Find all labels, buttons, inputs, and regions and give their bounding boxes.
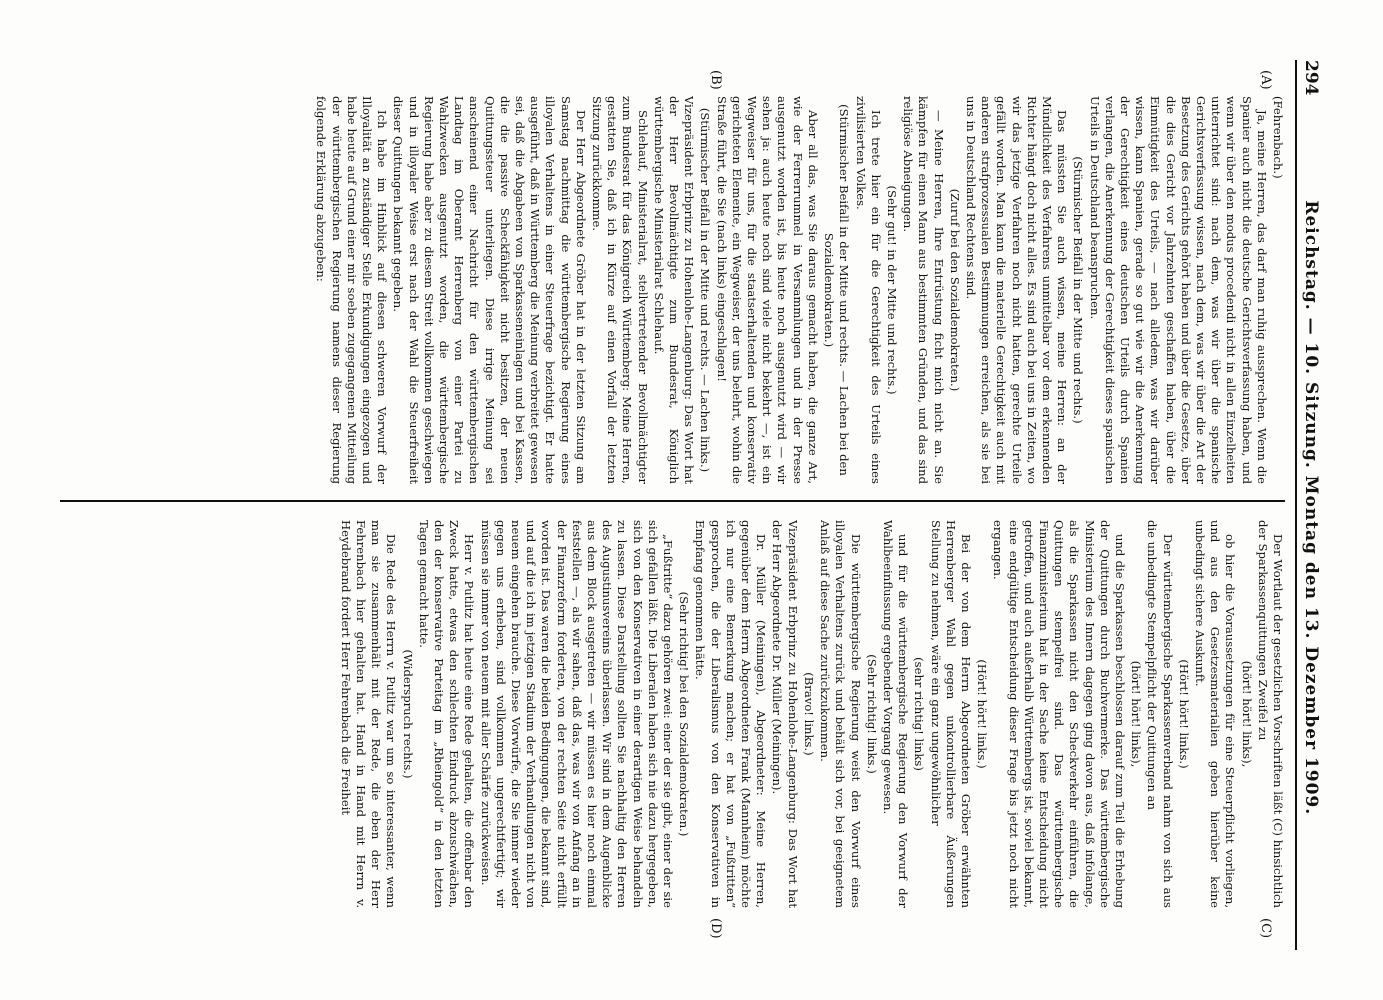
paragraph: Die Rede des Herrn v. Putlitz war um so interessanter, wenn man sie zusammenhält mit der Rede, die eben der Herr Fehrenbach hier gehalten hat. Hand in Hand mit Herrn v. Heydebrand fordert Herr Fehrenbach die Freiheit: [338, 520, 399, 908]
paragraph: (Fehrenbach.): [1271, 96, 1285, 179]
page-header: [1295, 60, 1325, 950]
paragraph: (Hört! hört! links.): [975, 659, 990, 769]
paragraph: „Fußtritte“ dazu gehören zwei: einer der sie gibt, einer der sie sich gefallen läßt. Die Liberalen haben sich nie dazu hergegeben, sich von den Konservativen in einer derartigen Weise behandeln zu lassen. Diese Darstellung sollten Sie nachhaltig den Herren des Augustinusvereins überlassen. Wir sind in dem Augenblicke aus dem Block ausgetreten — wir müssen es hier noch einmal feststellen —, als wir sahen, daß das, was wir von Anfang an in der Finanzreform forderten, von der rechten Seite nicht erfüllt worden ist. Das waren die beiden Bedingungen, die bekannt sind, und auf die ich im jetzigen Stadium der Verhandlungen nicht von neuem eingehen brauche. Diese Vorwürfe, die Sie immer wieder gegen uns erheben, sind vollkommen ungerechtfertigt; wir müssen sie immer von neuem mit aller Schärfe zurückweisen.: [478, 520, 676, 908]
paragraph: Ich habe im Hinblick auf diesen schweren Vorwurf der Illoyalität an zuständiger Stelle Erkundigungen eingezogen und habe heute auf Grund einer mir soeben zugegangenen Mitteilung der württembergischen Regierung namens dieser Regierung folgende Erklärung abzugeben:: [314, 96, 390, 484]
paragraph: und die Sparkassen beschlossen darauf zum Teil die Erhebung der Quittungen durch Buchvermerke. Das württembergische Ministerium des Innern dagegen ging davon aus, daß infolange, als die Sparkassen nicht den Scheckverkehr einführen, die Quittungen stempelfrei sind. Das württembergische Finanzministerium hat in der Sache keine Entscheidung nicht getroffen, und auch außerhalb Württembergs ist, soviel bekannt, eine endgültige Entscheidung dieser Frage bis jetzt noch nicht ergangen.: [991, 520, 1127, 908]
paragraph: (Stürmischer Beifall in der Mitte und rechts.): [1071, 156, 1086, 424]
paragraph: (hört! hört! links),: [1129, 660, 1144, 768]
paragraph: Herr v. Putlitz hat heute eine Rede gehalten, die offenbar den Zweck hatte, etwas den schlechten Eindruck abzuschwächen, den der konservative Parteitag im „Rheingold“ in den letzten Tagen gemacht hatte.: [416, 520, 477, 908]
left-text-column: [60, 96, 1285, 484]
paragraph: Vizepräsident Erbprinz zu Hohenlohe-Langenburg: Das Wort hat der Herr Abgeordnete Dr. Müller (Meiningen).: [770, 520, 800, 908]
margin-marker-a: (A): [1258, 70, 1273, 90]
paragraph: (Hört! hört! links.): [1176, 659, 1191, 769]
paragraph: (Stürmischer Beifall in der Mitte und rechts. — Lachen bei den Sozialdemokraten.): [822, 104, 852, 476]
paragraph: (hört! hört! links),: [1239, 660, 1254, 768]
margin-marker-d: (D): [708, 918, 723, 939]
paragraph: Ja, meine Herren, das darf man ruhig aussprechen. Wenn die Spanier auch nicht die deutsche Gerichtsverfassung haben, und wenn wir über den modus procedendi nicht in allen Einzelheiten unterrichtet sind: nach dem, was wir über die spanische Gerichtsverfassung wissen, nach dem, was wir über die Art der Besetzung des Gerichts gehört haben und über die Gesetze, über die dies Gericht vor Jahrzehnten geschaffen haben, über die Einmütigkeit des Urteils, — nach alledem, was wir darüber wissen, kann Spanien, gerade so gut wie wir die Anerkennung der Gerechtigkeit eines deutschen Urteils durch Spanien verlangen, die Anerkennung der Gerechtigkeit dieses spanischen Urteils in Deutschland beanspruchen.: [1087, 96, 1269, 484]
paragraph: und für die württembergische Regierung den Vorwurf der Wahlbeeinflussung ergebender Vorgang gewesen.: [880, 520, 911, 908]
paragraph: Aber all das, was Sie daraus gemacht haben, die ganze Art, wie der Ferrerrummel in Versammlungen und in der Presse ausgenutzt worden ist, bis heute noch ausgenutzt wird — wir sehen ja: auch heute noch sind viele nicht bekehrt —, ist ein Wegweiser für uns, für die staatserhaltenden und konservativ gerichteten Elemente, ein Wegweiser, der uns belehrt, wohin die Straße führt, die Sie (nach links) eingeschlagen!: [714, 96, 820, 484]
margin-marker-b: (B): [708, 70, 723, 90]
paragraph: Der Herr Abgeordnete Gröber hat in der letzten Sitzung am Samstag nachmittag die württembergische Regierung eines illoyalen Verhaltens in einer Steuerfrage bezichtigt. Er hatte ausgeführt, daß in Württemberg die Meinung verbreitet gewesen sei, daß die Abgabeen von Sparkasseneinlagen und bei Kassen, die die passive Scheckfähigkeit nicht besitzen, der neuen Quittungssteuer unterliegen. Diese irrige Meinung sei anscheinend einer Nachricht für den württembergischen Landtag im Oberamt Herrenberg von einer Partei zu Wahlzwecken ausgenutzt worden, die württembergische Regierung habe aber zu diesem Streit vollkommen geschwiegen und in illoyaler Weise erst nach der Wahl die Steuerfreiheit dieser Quittungen bekannt gegeben.: [391, 96, 588, 484]
paragraph: ob hier die Voraussetzungen für eine Steuerpflicht vorliegen, und aus den Gesetzesmaterialien geben hierüber keine unbedingt sichere Auskunft.: [1192, 520, 1238, 908]
paragraph: Die württembergische Regierung weist den Vorwurf eines illoyalen Verhaltens zurück und behält sich vor, bei geeignetem Anlaß auf diese Sache zurückzukommen.: [818, 520, 863, 908]
paragraph: Dr. Müller (Meiningen), Abgeordneter: Meine Herren, gegenüber dem Herrn Abgeordneten Frank (Mannheim) möchte ich nur eine Bemerkung machen; er hat von „Fußtritten“ gesprochen, die der Liberalismus von den Konservativen in Empfang genommen hätte.: [693, 520, 769, 908]
paragraph: Vizepräsident Erbprinz zu Hohenlohe-Langenburg: Das Wort hat der Herr Bevollmächtigte zum Bundesrat, Königlich württembergische Ministerialrat Schlehauf.: [651, 96, 697, 484]
paragraph: Der württembergische Sparkassenverband nahm von sich aus die unbedingte Stempelpflicht der Quittungen an: [1145, 520, 1175, 908]
paragraph: Ich trete hier ein für die Gerechtigkeit des Urteils eines zivilisierten Volkes.: [853, 96, 883, 484]
paragraph: (Sehr richtig! bei den Sozialdemokraten.): [677, 591, 692, 837]
paragraph: (sehr richtig! links): [912, 657, 927, 771]
paragraph: (Sehr richtig! links.): [864, 654, 879, 774]
paragraph: (Stürmischer Beifall in der Mitte und rechts. — Lachen links.): [698, 107, 713, 473]
page-title: Reichstag. — 10. Sitzung. Montag den 13. Dezember 1909.: [1301, 200, 1321, 816]
paragraph: (Sehr gut! in der Mitte und rechts.): [884, 185, 899, 395]
page-number: 294: [1301, 60, 1321, 96]
paragraph: Schlehauf, Ministerialrat, stellvertretender Bevollmächtigter zum Bundesrat für das Königreich Württemberg: Meine Herren, gestatten Sie, daß ich in Kürze auf einen Vorfall der letzten Sitzung zurückkomme.: [590, 96, 650, 484]
column-divider: [60, 500, 1285, 502]
margin-marker-c: (C): [1258, 918, 1273, 939]
right-text-column: [60, 520, 1285, 908]
paragraph: (Zuruf bei den Sozialdemokraten.): [947, 188, 962, 392]
paragraph: Der Wortlaut der gesetzlichen Vorschriften läßt (C) hinsichtlich der Sparkassenquittungen Zweifel zu: [1255, 520, 1285, 908]
paragraph: (Bravo! links.): [801, 672, 816, 756]
paragraph: Das müssten Sie auch wissen, meine Herren: an der Mündlichkeit des Verfahrens unmittelbar vor dem erkennenden Richter hängt doch nicht alles. Es sind auch bei uns in Zeiten, wo wir das jetzige Verfahren noch nicht hatten, gerechte Urteile gefällt worden. Man kann die materielle Gerechtigkeit auch mit anderen strafprozessualen Bestimmungen erreichen, als sie bei uns in Deutschland Rechtens sind.: [963, 96, 1070, 484]
paragraph: (Widerspruch rechts.): [400, 649, 415, 779]
paragraph: — Meine Herren, Ihre Entrüstung ficht mich nicht an. Sie kämpfen für einen Mann aus bestimmten Gründen, und das sind religiöse Abneigungen.: [901, 96, 946, 484]
paragraph: Bei der von dem Herrn Abgeordneten Gröber erwähnten Herrenberger Wahl gegen unkontrollierbare Äußerungen Stellung zu nehmen, wäre ein ganz ungewöhnlicher: [928, 520, 973, 908]
